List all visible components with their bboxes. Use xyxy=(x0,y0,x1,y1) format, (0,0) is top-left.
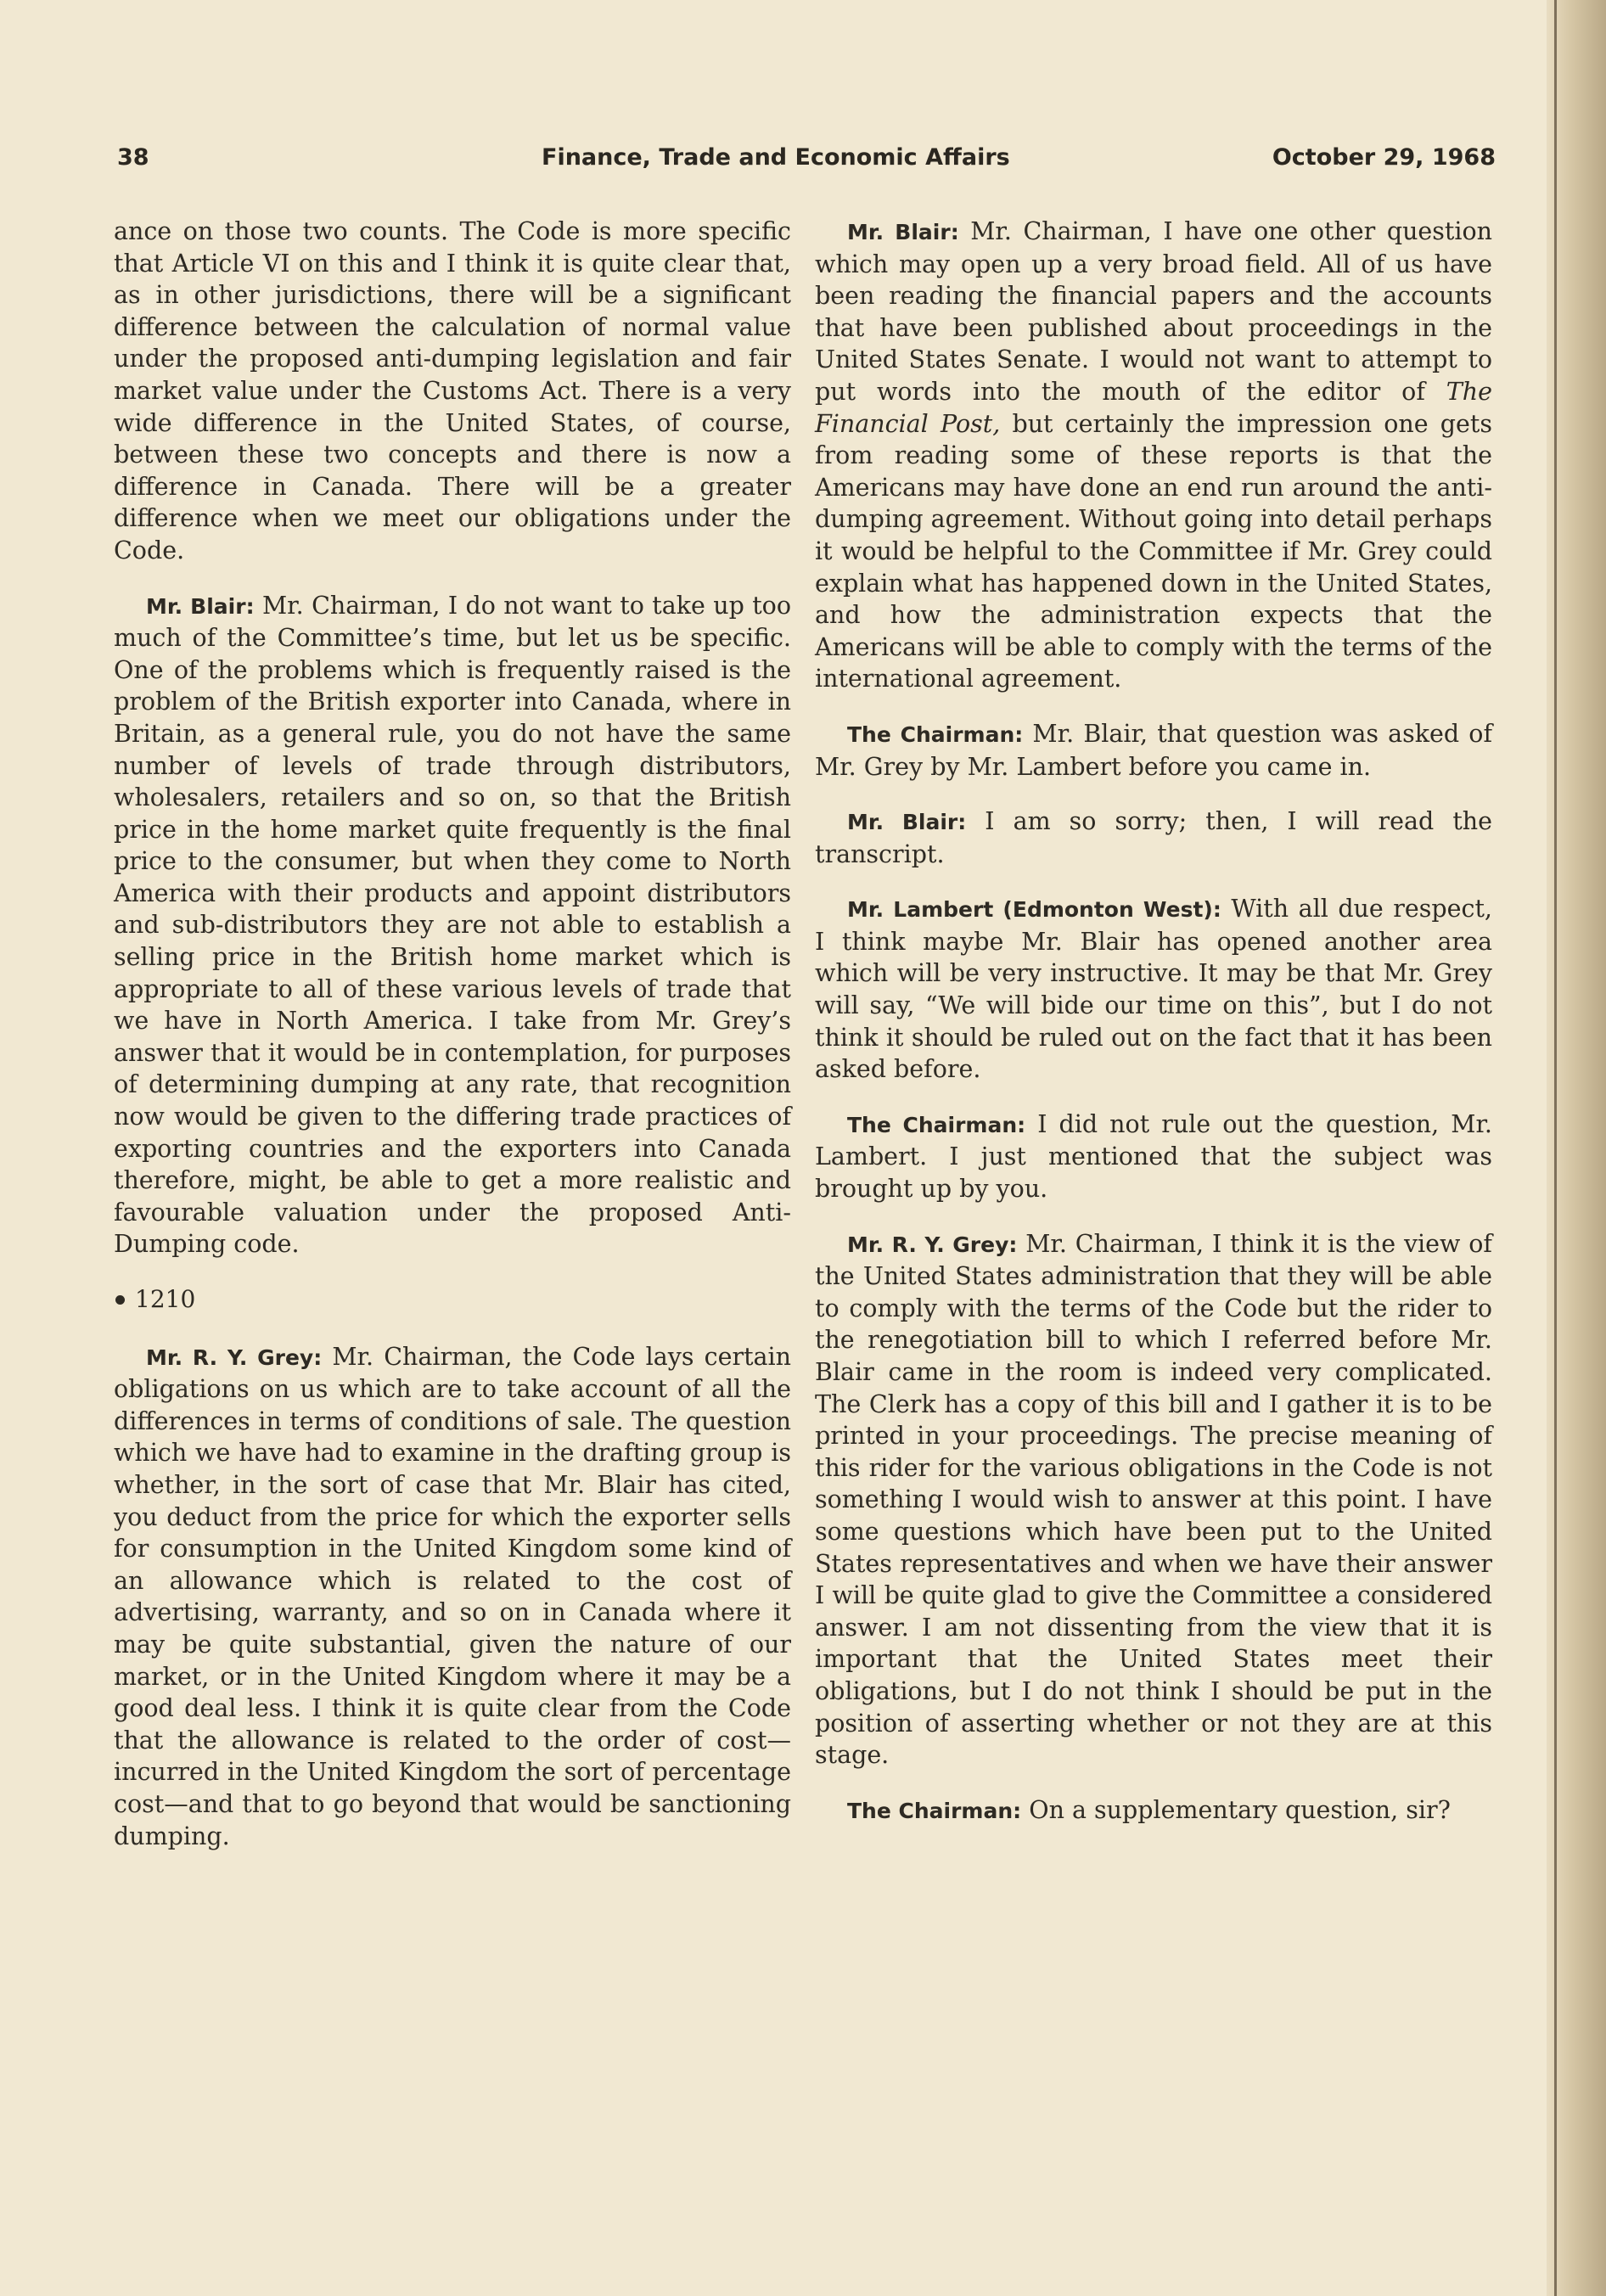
left-column xyxy=(114,216,791,1875)
paragraph: Mr. Blair: Mr. Chairman, I do not want to take up too much of the Committee’s time, but let us be specific. One of the problems which is frequently raised is the problem of the British exporter into Canada, where in Britain, as a general rule, you do not have the same number of levels of trade through distributors, wholesalers, retailers and so on, so that the British price in the home market quite frequently is the final price to the consumer, but when they come to North America with their products and appoint distributors and sub-distributors they are not able to establish a selling price in the British home market which is appropriate to all of these various levels of trade that we have in North America. I take from Mr. Grey’s answer that it would be in contemplation, for purposes of determining dumping at any rate, that recognition now would be given to the differing trade practices of exporting countries and the exporters into Canada therefore, might, be able to get a more realistic and favourable valuation under the proposed Anti-Dumping code. xyxy=(114,591,791,1259)
speaker-name: Mr. Blair: xyxy=(146,593,255,619)
page-number: 38 xyxy=(117,144,149,171)
header-date: October 29, 1968 xyxy=(1272,144,1496,171)
paragraph: The Chairman: I did not rule out the question, Mr. Lambert. I just mentioned that the subject was brought up by you. xyxy=(815,1109,1492,1204)
speaker-name: Mr. R. Y. Grey: xyxy=(146,1344,323,1370)
paragraph: Mr. R. Y. Grey: Mr. Chairman, I think it is the view of the United States administration that they will be able to comply with the terms of the Code but the rider to the renegotiation bill to which I referred before Mr. Blair came in the room is indeed very complicated. The Clerk has a copy of this bill and I gather it is to be printed in your proceedings. The precise meaning of this rider for the various obligations in the Code is not something I would wish to answer at this point. I have some questions which have been put to the United States representatives and when we have their answer I will be quite glad to give the Committee a considered answer. I am not dissenting from the view that it is important that the United States meet their obligations, but I do not think I should be put in the position of asserting whether or not they are at this stage. xyxy=(815,1229,1492,1770)
speaker-name: The Chairman: xyxy=(847,1798,1022,1823)
paragraph: Mr. Blair: I am so sorry; then, I will read the transcript. xyxy=(815,807,1492,868)
publication-title: The Financial Post, xyxy=(815,377,1492,438)
speaker-name: Mr. Blair: xyxy=(847,810,967,835)
paragraph: Mr. R. Y. Grey: Mr. Chairman, the Code lays certain obligations on us which are to take account of all the differences in terms of conditions of sale. The question which we have had to examine in the drafting group is whether, in the sort of case that Mr. Blair has cited, you deduct from the price for which the exporter sells for consumption in the United Kingdom some kind of an allowance which is related to the cost of advertising, warranty, and so on in Canada where it may be quite substantial, given the nature of our market, or in the United Kingdom where it may be a good deal less. I think it is quite clear from the Code that the allowance is related to the order of cost—incurred in the United Kingdom the sort of percentage cost—and that to go beyond that would be sanctioning dumping. xyxy=(114,1342,791,1850)
speaker-name: The Chairman: xyxy=(847,1112,1026,1137)
binding-line xyxy=(1554,0,1557,2296)
running-header xyxy=(117,144,1496,183)
speaker-name: Mr. R. Y. Grey: xyxy=(847,1232,1018,1257)
speaker-name: The Chairman: xyxy=(847,721,1024,747)
paragraph: Mr. Lambert (Edmonton West): With all due respect, I think maybe Mr. Blair has opened another area which will be very instructive. It may be that Mr. Grey will say, “We will bide our time on this”, but I do not think it should be ruled out on the fact that it has been asked before. xyxy=(815,895,1492,1084)
paragraph: ance on those two counts. The Code is more specific that Article VI on this and I think it is quite clear that, as in other jurisdictions, there will be a significant difference between the calculation of normal value under the proposed anti-dumping legislation and fair market value under the Customs Act. There is a very wide difference in the United States, of course, between these two concepts and there is now a difference in Canada. There will be a greater difference when we meet our obligations under the Code. xyxy=(114,217,791,564)
paragraph: The Chairman: On a supplementary question, sir? xyxy=(847,1795,1451,1824)
bullet-icon xyxy=(115,1295,125,1305)
speaker-name: Mr. Blair: xyxy=(847,220,959,244)
right-column xyxy=(815,216,1492,1850)
running-title: Finance, Trade and Economic Affairs xyxy=(542,144,1010,171)
paragraph: Mr. Blair: Mr. Chairman, I have one other question which may open up a very broad field. All of us have been reading the financial papers and the accounts that have been published about proceedings in the United States Senate. I would not want to attempt to put words into the mouth of the editor of The Financial Post, but certainly the impression one gets from reading some of these reports is that the Americans may have done an end run around the anti-dumping agreement. Without going into detail perhaps it would be helpful to the Committee if Mr. Grey could explain what has happened down in the United States, and how the administration expects that the Americans will be able to comply with the terms of the international agreement. xyxy=(815,217,1492,693)
speaker-name: Mr. Lambert (Edmonton West): xyxy=(847,897,1221,923)
paragraph: The Chairman: Mr. Blair, that question was asked of Mr. Grey by Mr. Lambert before you came in. xyxy=(815,719,1492,781)
time-marker: 1210 xyxy=(114,1283,791,1316)
